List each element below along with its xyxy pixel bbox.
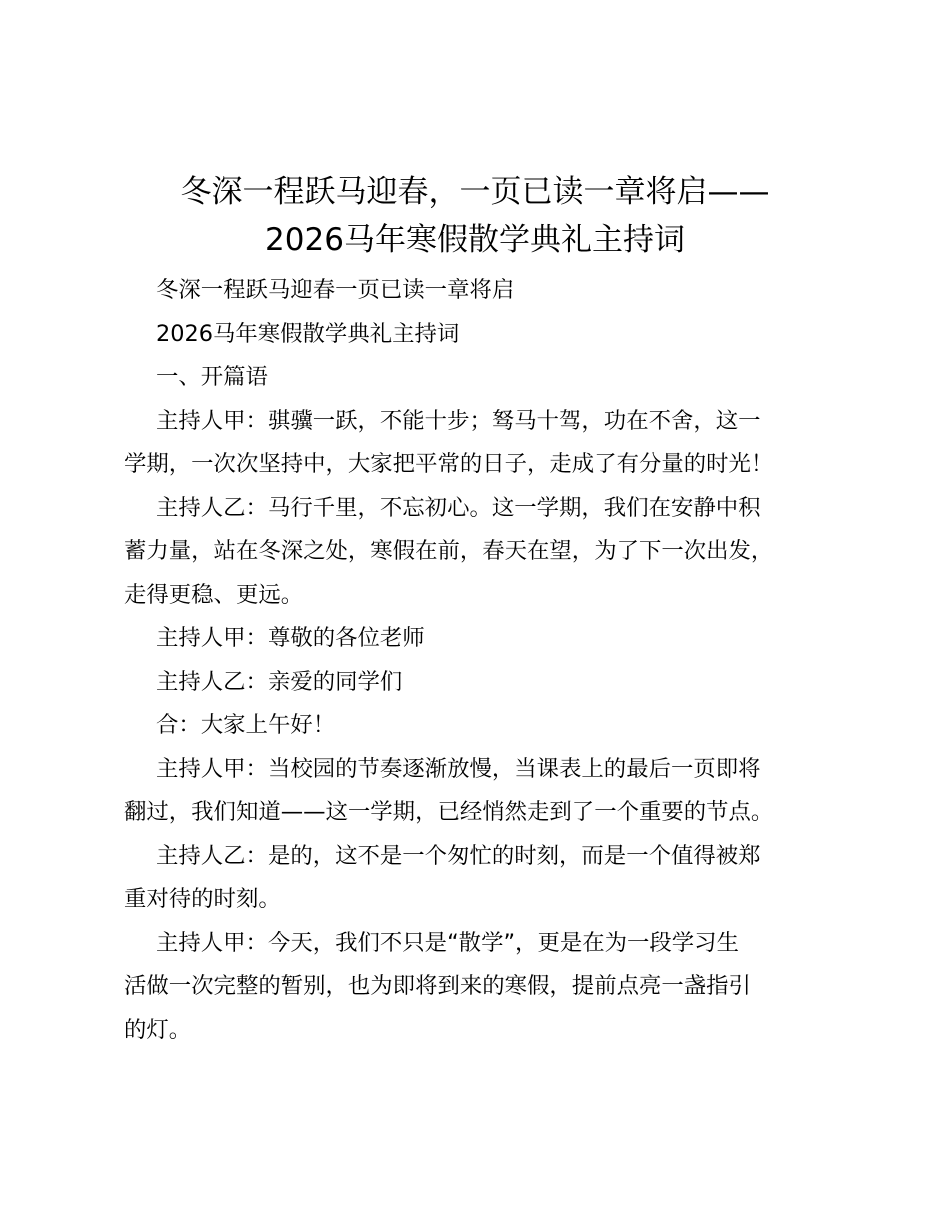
body-line: 主持人甲：当校园的节奏逐渐放慢，当课表上的最后一页即将 bbox=[156, 755, 761, 782]
document-body bbox=[124, 269, 844, 1052]
document-title-line-2: 2026马年寒假散学典礼主持词 bbox=[265, 222, 685, 258]
body-line: 学期，一次次坚持中，大家把平常的日子，走成了有分量的时光！ bbox=[124, 451, 774, 477]
body-line: 主持人乙：马行千里，不忘初心。这一学期，我们在安静中积 bbox=[156, 494, 761, 521]
body-line: 走得更稳、更远。 bbox=[124, 581, 304, 608]
body-line: 主持人乙：亲爱的同学们 bbox=[156, 668, 403, 695]
body-line: 翻过，我们知道——这一学期，已经悄然走到了一个重要的节点。 bbox=[124, 799, 774, 825]
body-line: 冬深一程跃马迎春一页已读一章将启 bbox=[156, 277, 515, 303]
body-line: 2026马年寒假散学典礼主持词 bbox=[156, 320, 460, 347]
body-line: 主持人甲：骐骥一跃，不能十步；驽马十驾，功在不舍，这一 bbox=[156, 407, 761, 434]
body-line: 主持人甲：今天，我们不只是“散学”，更是在为一段学习生 bbox=[156, 929, 739, 956]
body-line: 主持人乙：是的，这不是一个匆忙的时刻，而是一个值得被郑 bbox=[156, 842, 761, 869]
body-line: 的灯。 bbox=[124, 1016, 192, 1043]
body-line: 活做一次完整的暂别，也为即将到来的寒假，提前点亮一盏指引 bbox=[124, 973, 751, 999]
body-line: 蓄力量，站在冬深之处，寒假在前，春天在望，为了下一次出发， bbox=[124, 538, 774, 564]
body-line: 合：大家上午好！ bbox=[156, 712, 336, 738]
document-title-line-1: 冬深一程跃马迎春，一页已读一章将启—— bbox=[180, 174, 770, 210]
body-line: 重对待的时刻。 bbox=[124, 886, 281, 912]
body-line: 主持人甲：尊敬的各位老师 bbox=[156, 625, 425, 651]
section-heading: 一、开篇语 bbox=[156, 364, 268, 390]
